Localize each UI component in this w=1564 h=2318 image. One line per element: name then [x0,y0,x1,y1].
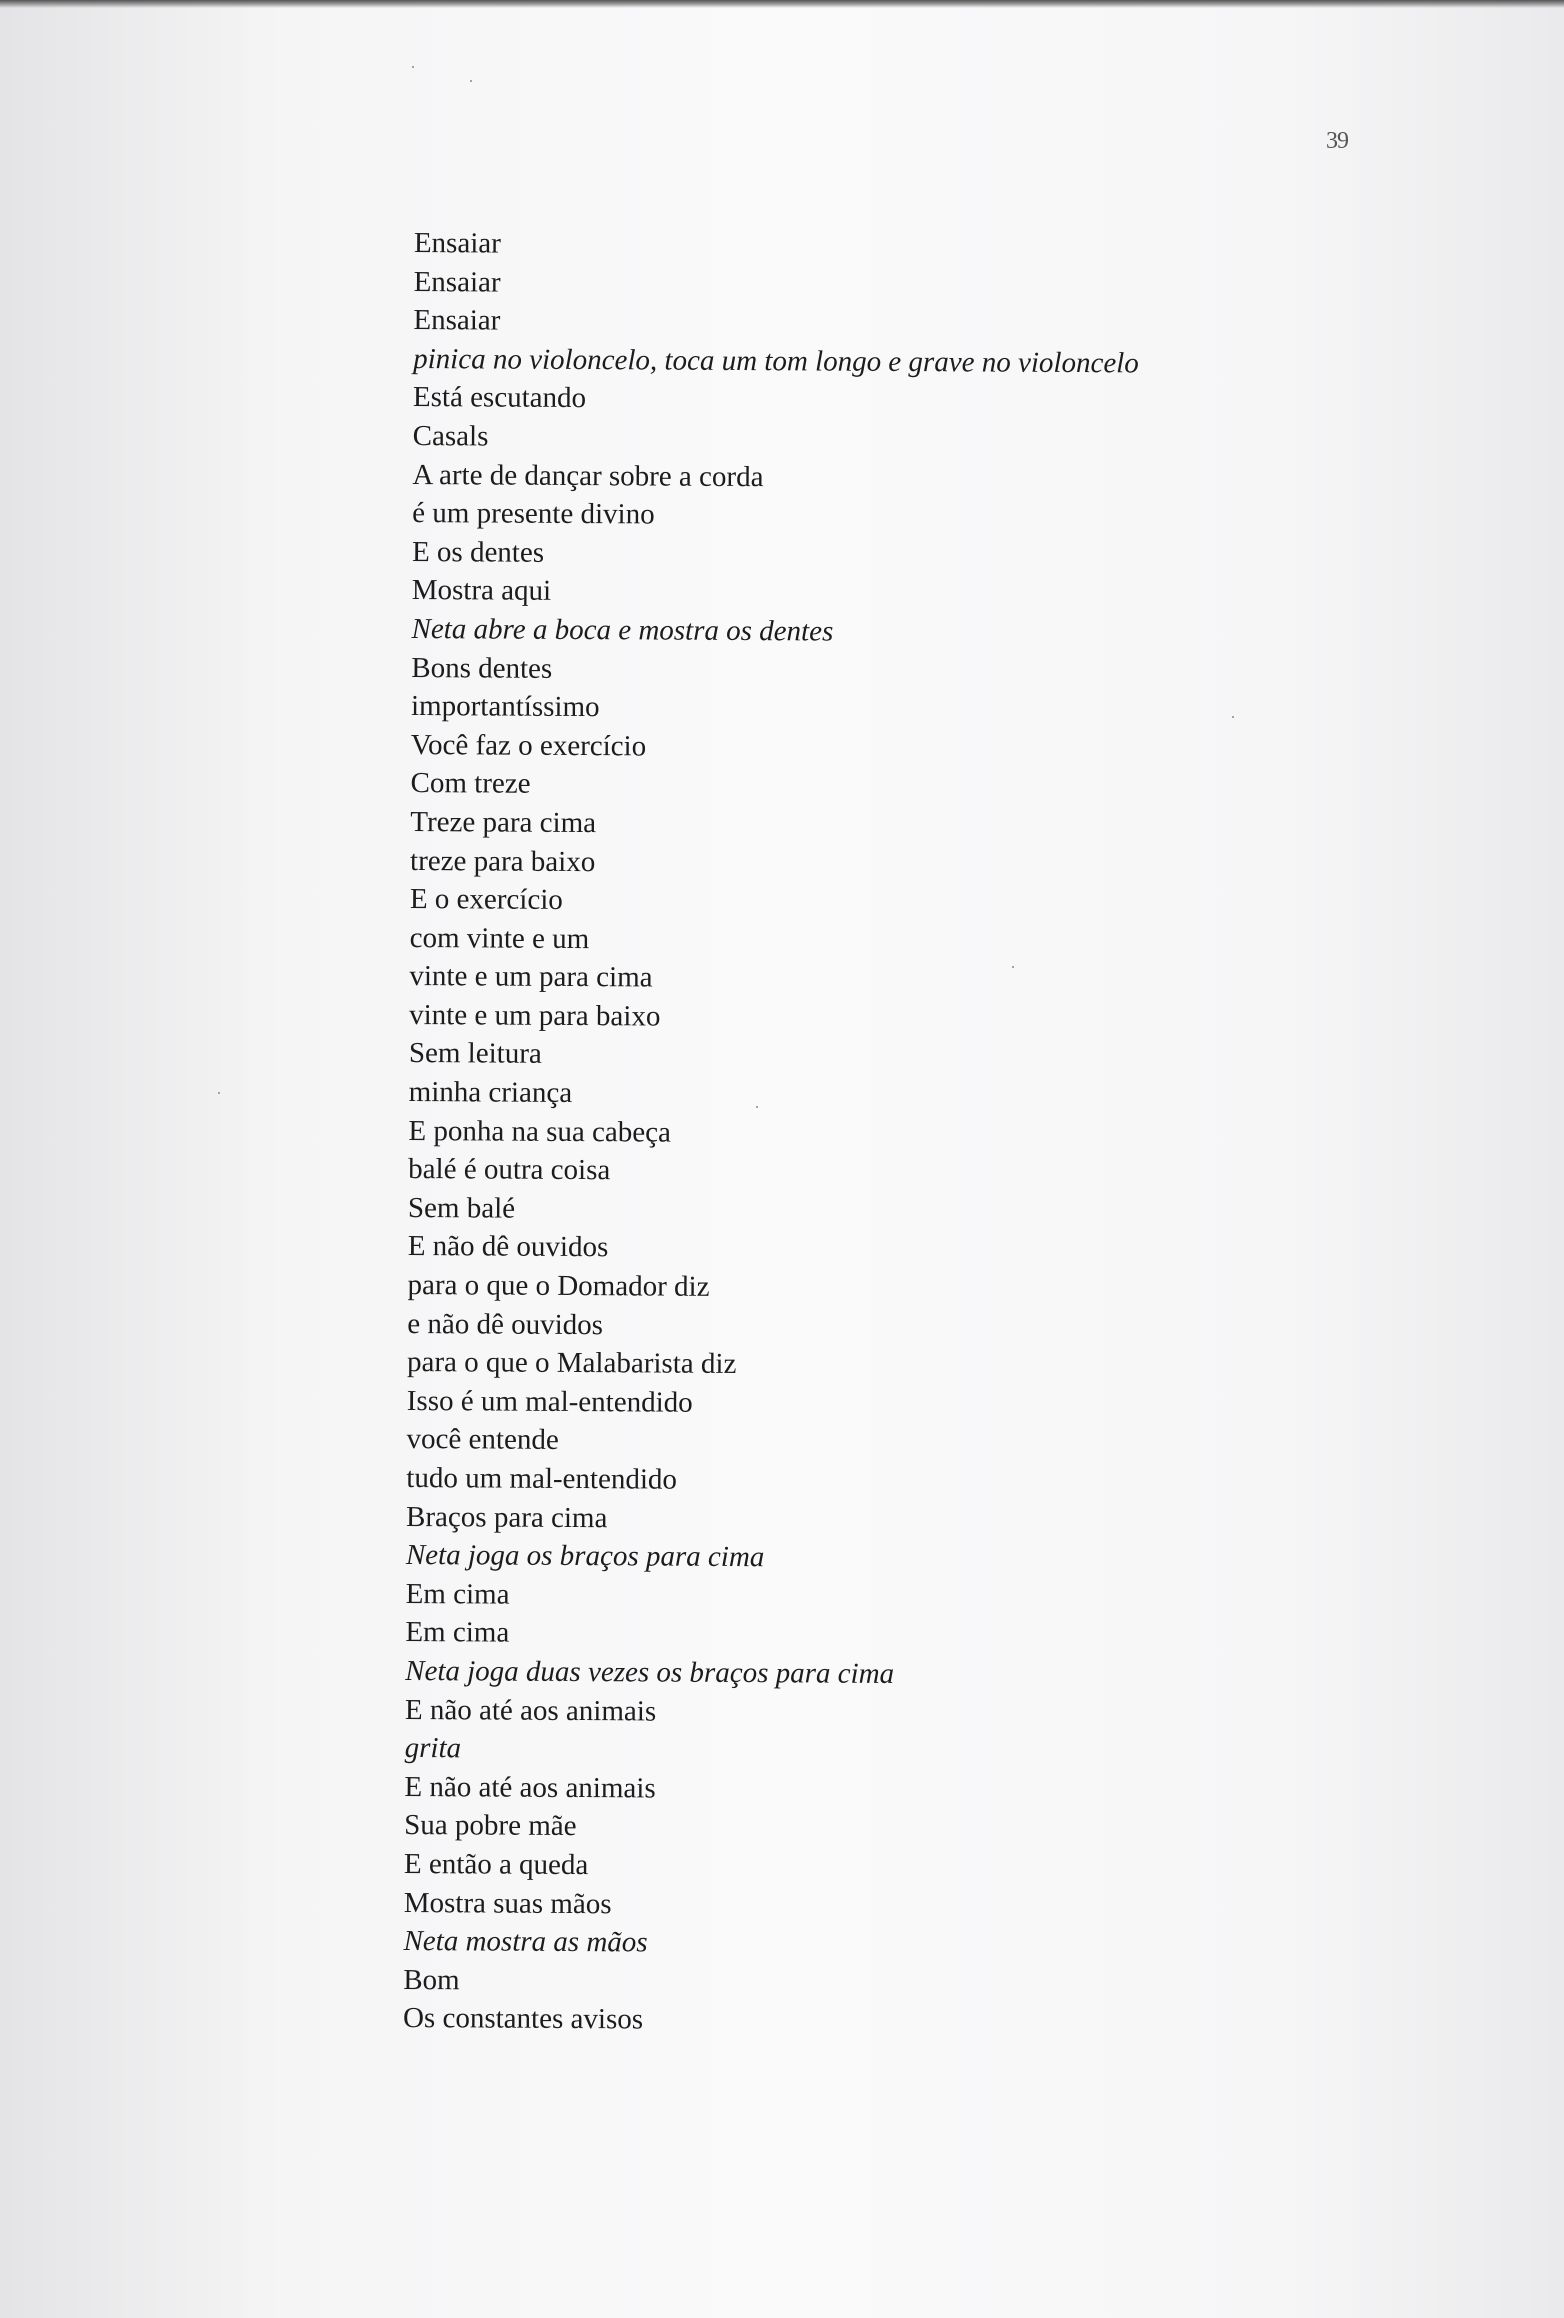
dialogue-line: Mostra suas mãos [403,1886,612,1920]
dialogue-line: treze para baixo [410,844,596,878]
dialogue-line: balé é outra coisa [408,1153,611,1187]
dialogue-line: é um presente divino [412,497,655,531]
script-text [403,224,1414,2044]
stage-direction-line: Neta abre a boca e mostra os dentes [411,612,834,648]
dialogue-line: você entende [406,1423,559,1457]
dialogue-line: Sem balé [407,1191,516,1225]
dialogue-line: Em cima [405,1577,510,1611]
stage-direction-line: Neta joga duas vezes os braços para cima [405,1654,895,1690]
dialogue-line: A arte de dançar sobre a corda [412,458,764,493]
dialogue-line: E os dentes [411,535,545,569]
dialogue-line: Com treze [410,767,531,801]
dialogue-line: E o exercício [409,883,563,917]
dialogue-line: para o que o Malabarista diz [406,1346,737,1381]
dialogue-line: minha criança [408,1076,573,1110]
dialogue-line: Está escutando [412,381,587,415]
dialogue-line: tudo um mal-entendido [406,1461,678,1496]
dialogue-line: Treze para cima [410,805,597,840]
dialogue-line: E não dê ouvidos [407,1230,609,1264]
dialogue-line: com vinte e um [409,921,590,955]
stage-direction-line: pinica no violoncelo, toca um tom longo e grave no violoncelo [413,342,1139,380]
dialogue-line: Bom [403,1963,460,1997]
dialogue-line: Braços para cima [406,1500,608,1534]
dialogue-line: Sua pobre mãe [404,1809,577,1843]
dialogue-line: Ensaiar [413,226,501,260]
stage-direction-line: grita [404,1732,462,1765]
dialogue-line: Isso é um mal-entendido [406,1384,693,1419]
scan-speck [470,80,472,82]
dialogue-line: Mostra aqui [411,574,552,608]
dialogue-line: Em cima [405,1616,510,1649]
dialogue-line: E ponha na sua cabeça [408,1114,672,1149]
dialogue-line: importantíssimo [410,690,600,724]
dialogue-line: Você faz o exercício [410,728,647,763]
scan-speck [412,66,414,68]
dialogue-line: Ensaiar [413,304,501,337]
stage-direction-line: Neta joga os braços para cima [405,1539,765,1574]
dialogue-line: vinte e um para baixo [409,998,661,1033]
dialogue-line: E então a queda [403,1847,589,1882]
page-number: 39 [1326,128,1348,154]
dialogue-line: Ensaiar [413,265,501,299]
dialogue-line: para o que o Domador diz [407,1269,710,1303]
dialogue-line: Bons dentes [411,651,553,685]
dialogue-line: e não dê ouvidos [407,1307,604,1341]
dialogue-line: Casals [412,419,489,453]
dialogue-line: E não até aos animais [404,1693,657,1728]
stage-direction-line: Neta mostra as mãos [403,1925,648,1959]
dialogue-line: vinte e um para cima [409,960,653,994]
scan-speck [218,1092,220,1094]
dialogue-line: E não até aos animais [404,1770,656,1805]
dialogue-line: Os constantes avisos [402,2002,644,2036]
scan-top-edge [0,0,1564,8]
dialogue-line: Sem leitura [408,1037,542,1071]
